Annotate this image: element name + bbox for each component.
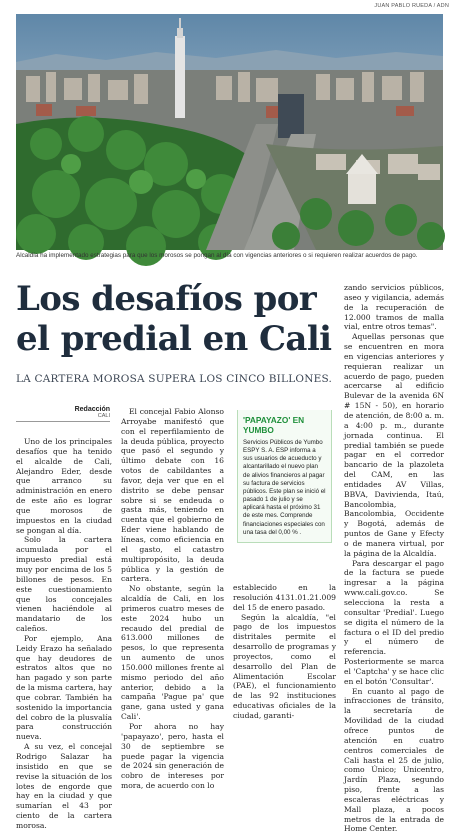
city-aerial-photo bbox=[16, 14, 443, 250]
byline bbox=[16, 406, 110, 422]
paragraph: El concejal Fabio Alonso Arroyabe manifestó que con el reperfilamiento de la deuda pública, proyecto que pasó el segundo y último debate con 16 votos de cabildantes a favor, deja ver que en el distrito se debe pensar sobre si se endeuda o gasta más, teniendo en cuenta que el gobierno de Eder viene hablando de líneas, como eficiencia en el gasto, el catastro multipropósito, la deuda pública y la gestión de cartera. bbox=[121, 407, 224, 584]
paragraph: No obstante, según la alcaldía de Cali, en los primeros cuatro meses de este 2024 hubo un recaudo del predial de 613.000 millones de pesos, lo que representa un aumento de unos 150.000 millones frente al mismo periodo del año anterior, debido a la campaña 'Pague pa' que gane, gana usted y gana Cali'. bbox=[121, 584, 224, 722]
paragraph: Por ahora no hay 'papayazo', pero, hasta el 30 de septiembre se puede pagar la vigencia de 2024 sin generación de cobro de intereses por mora, de acuerdo con lo bbox=[121, 722, 224, 791]
paragraph: Uno de los principales desafíos que ha tenido el alcalde de Cali, Alejandro Eder, desde que arranco su administración en enero de este año es lograr que morosos de impuestos en la ciudad se pongan al día. bbox=[16, 437, 112, 535]
byline-author: Redacción bbox=[74, 406, 110, 413]
paragraph: A su vez, el concejal Rodrigo Salazar ha insistido en que se revise la situación de los lotes de engorde que hay en la ciudad y que sumarían el 43 por ciento de la cartera morosa. bbox=[16, 742, 112, 830]
article-column-4 bbox=[344, 283, 444, 834]
paragraph: Para descargar el pago de la factura se puede ingresar a la página www.cali.gov.co. Se selecciona la resta a consultar 'Predial'. Luego se digita el número de la factura o el ID del predio y el número de referencia. Posteriormente se marca el 'Captcha' y se hace clic en el botón 'Consultar'. bbox=[344, 558, 444, 686]
paragraph: Por ejemplo, Ana Leidy Erazo ha señalado que hay deudores de estratos altos que no han pagado y son parte de la misma cartera, hay que cobrar. También ha sostenido la importancia del cobro de la plusvalía para construcción nueva. bbox=[16, 633, 112, 742]
photo-caption: Alcaldía ha implementado estrategias para que los morosos se pongan al día con vigencias anteriores o si requieren realizar acuerdos de pago. bbox=[16, 252, 418, 259]
sidebar-text: Servicios Públicos de Yumbo ESPY S. A. ESP informa a sus usuarios de acueducto y alcantarillado el nuevo plan de alivios financieros al pagar su factura de servicios públicos. Este plan se inició el pasado 1 de julio y se aplicará hasta el próximo 31 de este mes. Comprende financiaciones especiales con una tasa del 0,00 % . bbox=[243, 439, 326, 536]
photo-credit: JUAN PABLO RUEDA / ADN bbox=[374, 3, 449, 9]
article-column-2 bbox=[121, 407, 224, 791]
paragraph: Según la alcaldía, "el pago de los impuestos distritales permite el desarrollo de programas y proyectos, como el desarrollo del Plan de Alimentación Escolar (PAE), el funcionamiento de las 92 instituciones educativas oficiales de la ciudad, garanti- bbox=[233, 612, 336, 720]
article-column-3 bbox=[233, 583, 336, 721]
paragraph: En cuanto al pago de infracciones de tránsito, la secretaría de Movilidad de la ciudad ofrece puntos de atención en cuatro centros comerciales de Cali hasta el 25 de julio, como Único; Unicentro, Jardín Plaza, segundo piso, frente a las escaleras eléctricas y Mall plaza, a pocos metros de la entrada de Home Center. bbox=[344, 686, 444, 834]
subheadline: LA CARTERA MOROSA SUPERA LOS CINCO BILLONES. bbox=[16, 373, 332, 385]
byline-city: CALI bbox=[97, 413, 110, 419]
sidebar-title: 'PAPAYAZO' EN YUMBO bbox=[243, 415, 305, 435]
city-aerial-illustration bbox=[16, 14, 443, 250]
article-column-1 bbox=[16, 437, 112, 831]
headline: Los desafíos por el predial en Cali bbox=[16, 279, 332, 359]
paragraph: Solo la cartera acumulada por el impuesto predial está muy por encima de los 5 billones de pesos. En este cuestionamiento que los concejales vienen haciéndole al mandatario de los caleños. bbox=[16, 535, 112, 634]
paragraph: zando servicios públicos, aseo y vigilancia, además de la recuperación de 12.000 tramos de malla vial, entre otros temas". bbox=[344, 283, 444, 332]
paragraph: establecido en la resolución 4131.01.21.009 del 15 de enero pasado. bbox=[233, 583, 336, 612]
sidebar-box-papayazo bbox=[237, 410, 332, 543]
paragraph: Aquellas personas que se encuentren en mora en vigencias anteriores y requieran realizar un acuerdo de pago, pueden acercarse al edificio Bulevar de la avenida 6N # 15N - 50), en horario de atención, de 8:00 a. m. a 4:00 p. m., durante jornada continua. El predial también se puede pagar en el corredor bancario de la plazoleta del CAM, en las entidades AV Villas, BBVA, Davivienda, Itaú, Bancolombia, Bancolombia, Occidente y Bogotá, además de puntos de Gane y Efecty o de manera virtual, por la página de la Alcaldía. bbox=[344, 332, 444, 558]
